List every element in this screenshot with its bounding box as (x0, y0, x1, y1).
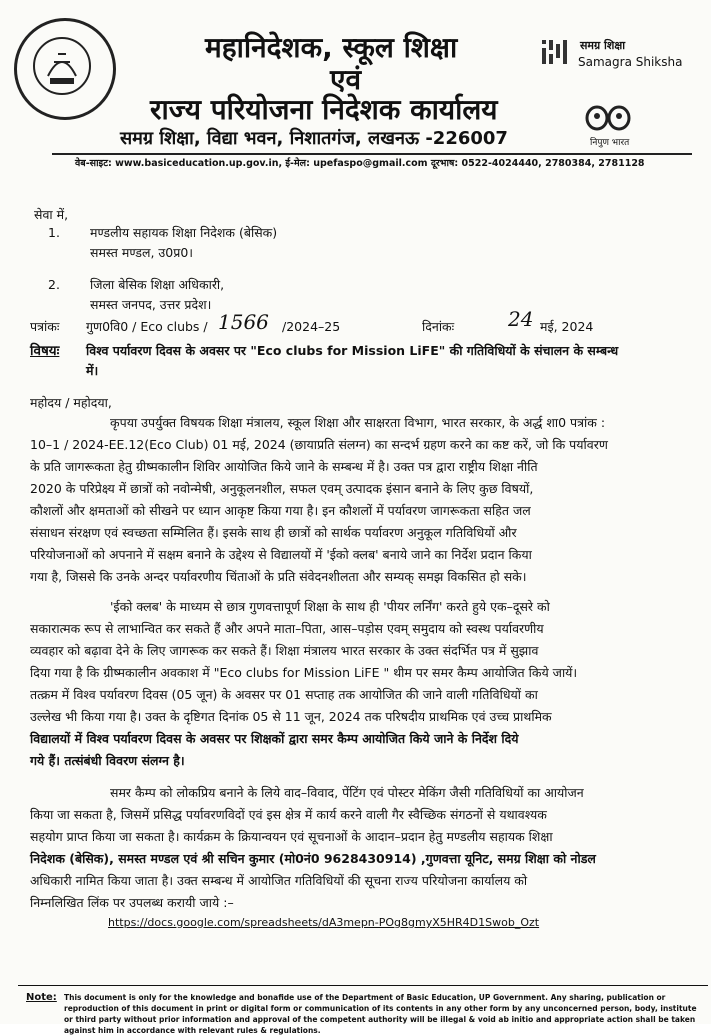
para2-line: तत्क्रम में विश्व पर्यावरण दिवस (05 जून) के अवसर पर 01 सप्ताह तक आयोजित की जाने वाली गतिविधियों का (30, 687, 538, 702)
salutation: महोदय / महोदया, (30, 395, 112, 410)
para1-line: गया है, जिससे कि उनके अन्दर पर्यावरणीय चिंताओं के प्रति संवेदनशीलता और सम्यक् समझ विकसित हो सके। (30, 569, 527, 584)
office-address: समग्र शिक्षा, विद्या भवन, निशातगंज, लखनऊ -226007 (120, 128, 508, 149)
up-govt-emblem-icon (14, 18, 116, 120)
para1-line: परियोजनाओं को अपनाने में सक्षम बनाने के उद्देश्य से विद्यालयों में 'ईको क्लब' बनाये जाने का निर्देश प्रदान किया (30, 547, 532, 562)
para3-line: अधिकारी नामित किया जाता है। उक्त सम्बन्ध में आयोजित गतिविधियों की सूचना राज्य परियोजना कार्यालय को (30, 873, 528, 888)
nipun-bharat-logo-icon (585, 105, 631, 131)
recipient-1-line2: समस्त मण्डल, उ0प्र0। (90, 245, 194, 260)
para1-line: संसाधन संरक्षण एवं स्वच्छता सम्मिलित हैं। इसके साथ ही छात्रों को सार्थक पर्यावरण अनुकूल गतिविधियों और (30, 525, 517, 540)
dinank-day-handwritten: 24 (508, 307, 534, 331)
dinank-label: दिनांकः (422, 319, 455, 334)
recipient-1-number: 1. (48, 225, 60, 240)
header-divider (52, 153, 692, 155)
para2-line: विद्यालयों में विश्व पर्यावरण दिवस के अवसर पर शिक्षकों द्वारा समर कैम्प आयोजित किये जाने के निर्देश दिये (30, 731, 519, 746)
para2-line: सकारात्मक रूप से लाभान्वित कर सकते हैं और अपने माता–पिता, आस–पड़ोस एवम् समुदाय को स्वस्थ पर्यावरणीय (30, 621, 544, 636)
patrank-prefix: गुण0वि0 / Eco clubs / (86, 319, 208, 334)
disclaimer-note: This document is only for the knowledge and bonafide use of the Department of Basic Education, UP Government. Any sharing, publication or reproduction of this document in print or digital form or communication of its contents in any other form by any unconcerned person, body, institute or third party without prior information and approval of the competent authority will be illegal & void ab initio and appropriate action shall be taken against him in accordance with relevant rules & regulations. (64, 993, 697, 1035)
para3-line: निम्नलिखित लिंक पर उपलब्ध करायी जाये :– (30, 895, 234, 910)
subject-line1: विश्व पर्यावरण दिवस के अवसर पर "Eco clubs for Mission LiFE" की गतिविधियों के संचालन के सम्बन्ध (86, 343, 619, 358)
contact-line: वेब-साइट: www.basiceducation.up.gov.in, ई-मेल: upefaspo@gmail.com दूरभाष: 0522-4024440, 2780384, 2781128 (75, 158, 645, 169)
para3-line: किया जा सकता है, जिसमें प्रसिद्ध पर्यावरणविदों एवं इस क्षेत्र में कार्य करने वाली गैर स्वैच्छिक संगठनों से यथावश्यक (30, 807, 547, 822)
dinank-rest: मई, 2024 (540, 319, 594, 334)
seva-me-label: सेवा में, (34, 207, 69, 222)
para2-line: 'ईको क्लब' के माध्यम से छात्र गुणवत्तापूर्ण शिक्षा के साथ ही 'पीयर लर्निंग' करते हुये एक–दूसरे को (110, 599, 550, 614)
recipient-1-line1: मण्डलीय सहायक शिक्षा निदेशक (बेसिक) (90, 225, 278, 240)
recipient-2-number: 2. (48, 277, 60, 292)
para3-line: सहयोग प्राप्त किया जा सकता है। कार्यक्रम के क्रियान्वयन एवं सूचनाओं के आदान–प्रदान हेतु मण्डलीय सहायक शिक्षा (30, 829, 553, 844)
para1-line: 2020 के परिप्रेक्ष्य में छात्रों को नवोन्मेषी, अनुकूलनशील, सफल एवम् उत्पादक इंसान बनाने के लिए कुछ विषयों, (30, 481, 534, 496)
para1-line: कृपया उपर्युक्त विषयक शिक्षा मंत्रालय, स्कूल शिक्षा और साक्षरता विभाग, भारत सरकार, के अर्द्ध शा0 पत्रांक : (110, 415, 606, 430)
para3-line: निदेशक (बेसिक), समस्त मण्डल एवं श्री सचिन कुमार (मो0नं0 9628430914) ,गुणवत्ता यूनिट, समग्र शिक्षा को नोडल (30, 851, 596, 866)
para2-line: दिया गया है कि ग्रीष्मकालीन अवकाश में "Eco clubs for Mission LiFE " थीम पर समर कैम्प आयोजित किये जायें। (30, 665, 578, 680)
patrank-suffix: /2024–25 (282, 319, 341, 334)
samagra-logo-hindi: समग्र शिक्षा (580, 39, 626, 52)
para2-line: गये हैं। तत्संबंधी विवरण संलग्न है। (30, 753, 185, 768)
header-title-line1: महानिदेशक, स्कूल शिक्षा (205, 31, 458, 64)
subject-line2: में। (86, 363, 99, 378)
note-label: Note: (26, 992, 57, 1003)
para1-line: के प्रति जागरूकता हेतु ग्रीष्मकालीन शिविर आयोजित किये जाने के सम्बन्ध में है। उक्त पत्र द्वारा राष्ट्रीय शिक्षा नीति (30, 459, 538, 474)
footer-divider (18, 985, 708, 986)
patrank-label: पत्रांकः (30, 319, 60, 334)
samagra-shiksha-logo-icon (540, 38, 570, 68)
recipient-2-line2: समस्त जनपद, उत्तर प्रदेश। (90, 297, 212, 312)
para1-line: कौशलों और क्षमताओं को सीखने पर ध्यान आकृष्ट किया गया है। इन कौशलों में पर्यावरण जागरूकता सहित जल (30, 503, 531, 518)
para2-line: उल्लेख भी किया गया है। उक्त के दृष्टिगत दिनांक 05 से 11 जून, 2024 तक परिषदीय प्राथमिक एवं उच्च प्राथमिक (30, 709, 552, 724)
recipient-2-line1: जिला बेसिक शिक्षा अधिकारी, (90, 277, 225, 292)
para3-line: समर कैम्प को लोकप्रिय बनाने के लिये वाद–विवाद, पेंटिंग एवं पोस्टर मेकिंग जैसी गतिविधियों का आयोजन (110, 785, 584, 800)
spreadsheet-link[interactable]: https://docs.google.com/spreadsheets/dA3mepn-POg8gmyX5HR4D1Swob_Ozt (108, 916, 540, 929)
subject-label: विषयः (30, 343, 60, 359)
para2-line: व्यवहार को बढ़ावा देने के लिए जागरूक कर सकते हैं। शिक्षा मंत्रालय भारत सरकार के उक्त संदर्भित पत्र में सुझाव (30, 643, 539, 658)
patrank-number-handwritten: 1566 (218, 310, 269, 334)
para1-line: 10–1 / 2024-EE.12(Eco Club) 01 मई, 2024 (छायाप्रति संलग्न) का सन्दर्भ ग्रहण करने का कष्ट करें, जो कि पर्यावरण (30, 437, 608, 452)
header-title-line2: एवं (330, 63, 362, 96)
header-title-line3: राज्य परियोजना निदेशक कार्यालय (150, 93, 498, 126)
nipun-bharat-label: निपुण भारत (590, 138, 630, 148)
samagra-logo-english: Samagra Shiksha (578, 55, 683, 69)
